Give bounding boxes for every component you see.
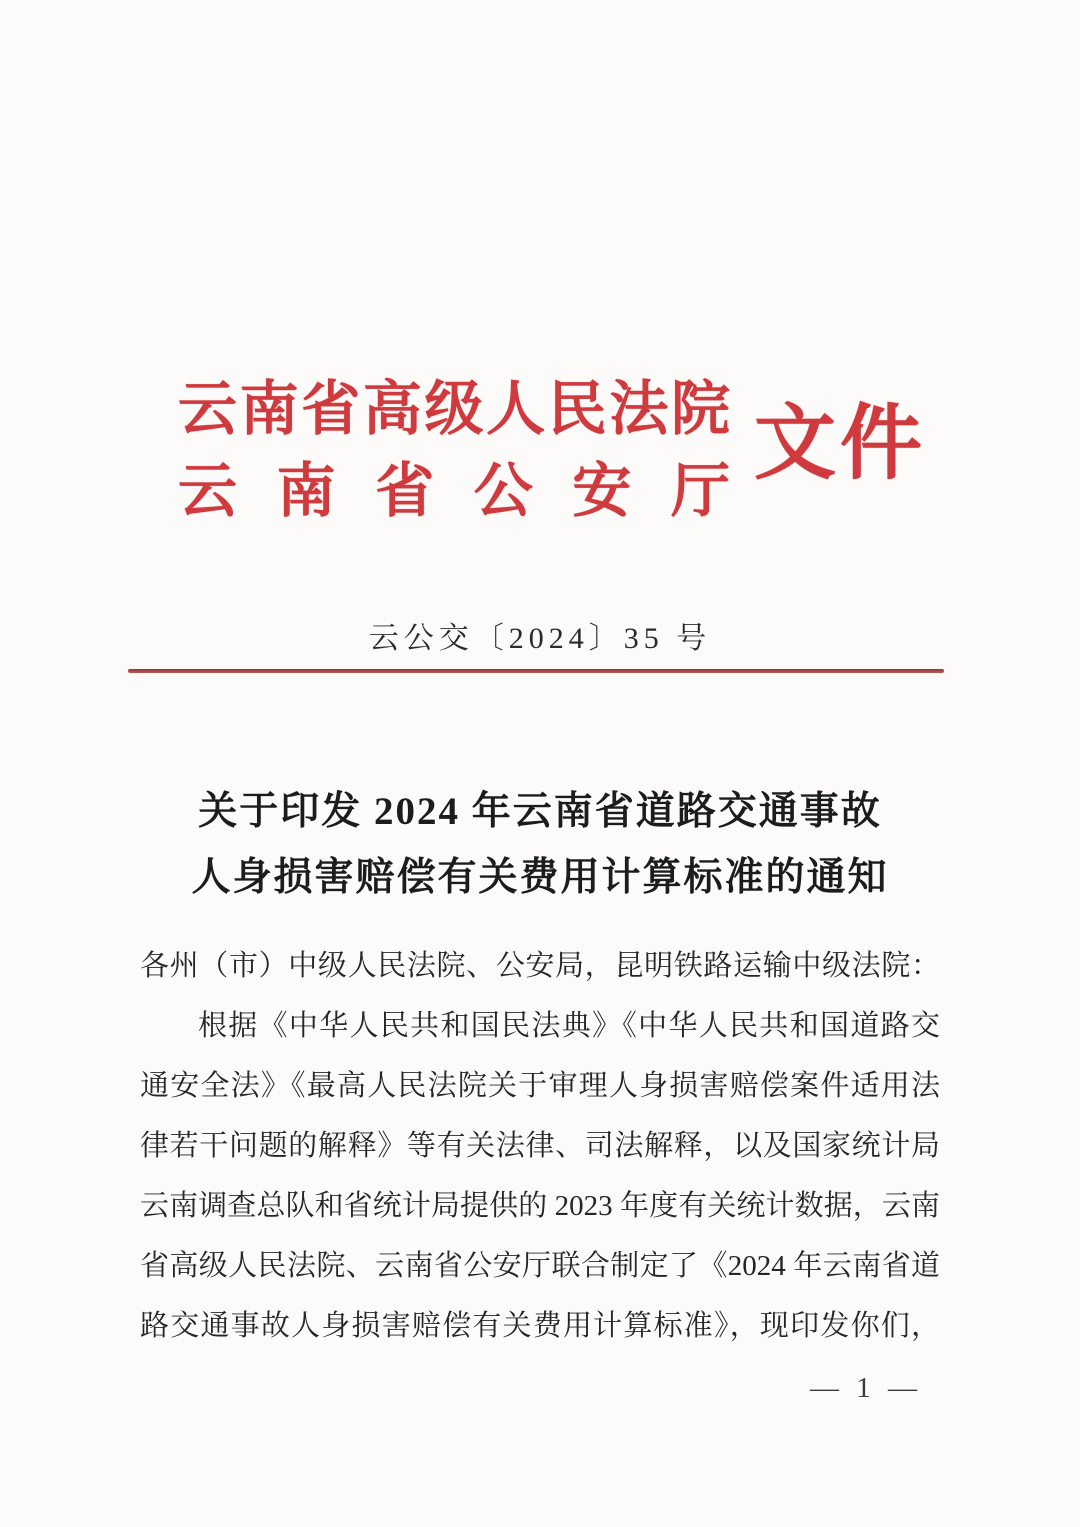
- org-name-high-court: 云南省高级人民法院: [178, 376, 730, 442]
- body-line: 省高级人民法院、云南省公安厅联合制定了《2024 年云南省道: [140, 1250, 940, 1282]
- salutation-line: 各州（市）中级人民法院、公安局，昆明铁路运输中级法院：: [140, 950, 940, 982]
- body-line: 律若干问题的解释》等有关法律、司法解释，以及国家统计局: [140, 1130, 940, 1162]
- document-title: [0, 779, 1080, 911]
- title-line-1: 关于印发 2024 年云南省道路交通事故: [198, 790, 882, 833]
- body-line: 路交通事故人身损害赔偿有关费用计算标准》，现印发你们，: [140, 1310, 940, 1342]
- title-line-2: 人身损害赔偿有关费用计算标准的通知: [191, 856, 889, 899]
- document-number: 云公交〔2024〕35 号: [368, 622, 712, 655]
- letterhead-issuing-orgs: [178, 368, 730, 532]
- document-body: [140, 936, 940, 1356]
- document-type-label: 文件: [754, 398, 927, 489]
- body-line: 根据《中华人民共和国民法典》《中华人民共和国道路交: [198, 1010, 940, 1042]
- org-name-public-security: 云南省公安厅: [178, 458, 730, 524]
- body-line: 云南调查总队和省统计局提供的 2023 年度有关统计数据，云南: [140, 1190, 940, 1222]
- page-number: — 1 —: [810, 1372, 922, 1404]
- letterhead-divider-line: [128, 669, 944, 673]
- body-line: 通安全法》《最高人民法院关于审理人身损害赔偿案件适用法: [140, 1070, 940, 1102]
